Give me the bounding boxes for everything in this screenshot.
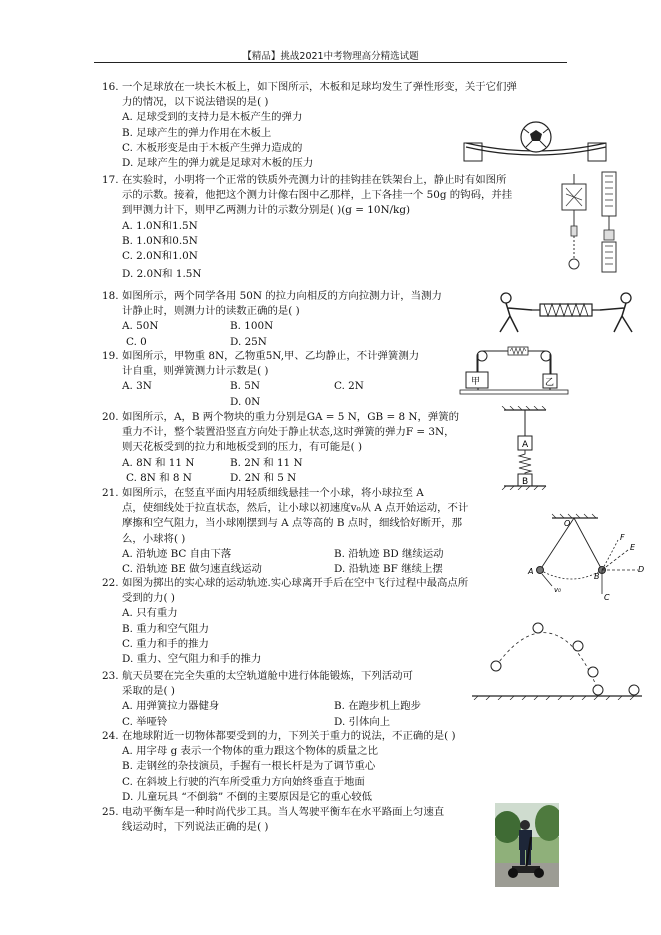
option-c: C. 0 (126, 335, 147, 348)
q21-label-b: B (594, 572, 600, 581)
question-text-line: 到甲测力计下，则甲乙两测力计的示数分别是( )(g = 10N/kg) (122, 204, 411, 217)
option-b: B. 足球产生的弹力作用在木板上 (122, 126, 272, 139)
question-number: 17. (102, 174, 119, 186)
question-text-line: 力的情况，以下说法错误的是( ) (122, 96, 269, 109)
question-text-line: 在地球附近一切物体都要受到的力，下列关于重力的说法，不正确的是( ) (122, 730, 456, 742)
option-c: C. 木板形变是由于木板产生弹力造成的 (122, 141, 303, 154)
option-a: A. 用字母 g 表示一个物体的重力跟这个物体的质量之比 (122, 745, 378, 758)
question-text-line: 线运动时，下列说法正确的是( ) (122, 821, 269, 834)
question-text-line: 示的示数。接着，他把这个测力计像右图中乙那样，上下各挂一个 50g 的钩码，并挂 (122, 189, 513, 202)
option-c: C. 2N (334, 380, 364, 393)
page-header: 【精品】挑战2021中考物理高分精选试题 (242, 51, 419, 62)
option-c: C. 在斜坡上行驶的汽车所受重力方向始终垂直于地面 (122, 775, 365, 788)
question-text-line: 在实验时，小明将一个正常的铁质外壳测力计的挂钩挂在铁架台上，静止时有如图所 (122, 174, 507, 186)
q21-label-f: F (620, 533, 625, 542)
question-text-line: 如图所示，甲物重 8N，乙物重5N,甲、乙均静止，不计弹簧测力 (122, 350, 420, 362)
question-22 (102, 576, 468, 667)
q19-figure-pulleys (458, 346, 570, 398)
option-b: B. 在跑步机上跑步 (334, 700, 421, 713)
question-text-line: 采取的是( ) (122, 685, 175, 698)
q20-label-b: B (522, 477, 529, 487)
question-text-line: 如图所示，两个同学各用 50N 的拉力向相反的方向拉测力计，当测力 (122, 290, 442, 302)
option-a: A. 足球受到的支持力是木板产生的弹力 (122, 111, 303, 124)
option-d: D. 0N (230, 395, 261, 408)
header-rule (94, 62, 567, 63)
question-number: 18. (102, 290, 119, 302)
question-number: 25. (102, 806, 119, 818)
q21-label-a: A (528, 567, 534, 576)
q20-figure-spring-blocks (500, 406, 550, 490)
option-b: B. 2N 和 11 N (230, 456, 303, 469)
question-number: 22. (102, 577, 119, 589)
option-c: C. 重力和手的推力 (122, 637, 209, 650)
option-a: A. 只有重力 (122, 607, 178, 620)
option-d: D. 25N (230, 335, 267, 348)
q18-figure-tug-scale (492, 288, 642, 338)
option-d: D. 儿童玩具 “不倒翁” 不倒的主要原因是它的重心较低 (122, 790, 372, 803)
q16-figure-board-ball (462, 117, 610, 165)
question-text-line: 计自重，则弹簧测力计示数是( ) (122, 365, 269, 378)
question-number: 23. (102, 670, 119, 682)
question-24 (102, 729, 456, 805)
question-17 (102, 173, 512, 282)
question-text-line: 摩擦和空气阻力，当小球刚摆到与 A 点等高的 B 点时，细线恰好断开，那 (122, 517, 463, 530)
question-text-line: 如图为掷出的实心球的运动轨迹.实心球离开手后在空中飞行过程中最高点所 (122, 577, 469, 589)
question-number: 19. (102, 350, 119, 362)
q20-label-a: A (522, 440, 529, 450)
q21-label-d: D (638, 565, 645, 574)
question-text-line: 航天员要在完全失重的太空轨道舱中进行体能锻炼，下列活动可 (122, 670, 413, 682)
question-text-line: 重力不计，整个装置沿竖直方向处于静止状态,这时弹簧的弹力F = 3N， (122, 426, 455, 439)
question-number: 20. (102, 411, 119, 423)
option-b: B. 1.0N和0.5N (122, 234, 198, 247)
option-d: D. 2.0N和 1.5N (122, 268, 202, 281)
option-b: B. 走钢丝的杂技演员，手握有一根长杆是为了调节重心 (122, 760, 376, 773)
q21-label-e: E (630, 543, 636, 552)
q21-label-o: O (564, 519, 571, 528)
q19-label-yi: 乙 (545, 378, 555, 388)
option-b: B. 重力和空气阻力 (122, 622, 209, 635)
question-text-line: 计静止时，则测力计的读数正确的是( ) (122, 305, 300, 318)
option-c: C. 2.0N和1.0N (122, 250, 198, 263)
question-text-line: 电动平衡车是一种时尚代步工具。当人驾驶平衡车在水平路面上匀速直 (122, 806, 445, 818)
q22-figure-ball-trajectory (468, 616, 646, 700)
question-text-line: 一个足球放在一块长木板上，如下图所示，木板和足球均发生了弹性形变，关于它们弹 (122, 81, 517, 93)
question-text-line: 则天花板受到的拉力和地板受到的压力，有可能是( ) (122, 441, 363, 454)
option-c: C. 8N 和 8 N (126, 471, 192, 484)
option-d: D. 沿轨迹 BF 继续上摆 (334, 563, 443, 575)
option-c: C. 举哑铃 (122, 715, 168, 728)
option-d: D. 足球产生的弹力就是足球对木板的压力 (122, 157, 314, 170)
option-b: B. 5N (230, 380, 260, 393)
option-d: D. 2N 和 5 N (230, 471, 297, 484)
option-c: C. 沿轨迹 BE 做匀速直线运动 (122, 563, 262, 575)
q21-label-v0: v₀ (554, 586, 561, 594)
question-25 (102, 805, 444, 835)
question-19 (102, 349, 419, 410)
question-text-line: 点，使细线处于拉直状态，然后，让小球以初速度v₀从 A 点开始运动，不计 (122, 502, 469, 515)
option-a: A. 1.0N和1.5N (122, 219, 198, 232)
question-number: 21. (102, 487, 119, 499)
q21-figure-pendulum (512, 512, 648, 604)
question-18 (102, 289, 442, 350)
option-a: A. 沿轨迹 BC 自由下落 (122, 547, 232, 560)
option-a: A. 用弹簧拉力器健身 (122, 700, 220, 713)
question-number: 16. (102, 81, 119, 93)
q25-balance-scooter-photo (495, 803, 559, 887)
option-a: A. 3N (122, 380, 152, 393)
question-16 (102, 80, 517, 171)
question-number: 24. (102, 730, 119, 742)
option-d: D. 重力、空气阻力和手的推力 (122, 653, 262, 666)
option-b: B. 沿轨迹 BD 继续运动 (334, 547, 444, 560)
question-21 (102, 486, 468, 577)
option-a: A. 8N 和 11 N (122, 456, 195, 469)
question-text-line: 如图所示，在竖直平面内用轻质细线悬挂一个小球，将小球拉至 A (122, 487, 424, 499)
option-b: B. 100N (230, 320, 274, 333)
question-text-line: 么，小球将( ) (122, 532, 186, 545)
question-text-line: 如图所示，A，B 两个物块的重力分别是GA = 5 N，GB = 8 N，弹簧的 (122, 411, 460, 423)
q21-label-c: C (604, 593, 610, 602)
question-20 (102, 410, 459, 486)
option-a: A. 50N (122, 320, 159, 333)
option-d: D. 引体向上 (334, 715, 391, 728)
question-text-line: 受到的力( ) (122, 592, 175, 605)
q19-label-jia: 甲 (471, 377, 481, 387)
question-23 (102, 669, 421, 730)
q17-figure-spring-scales (558, 170, 622, 282)
